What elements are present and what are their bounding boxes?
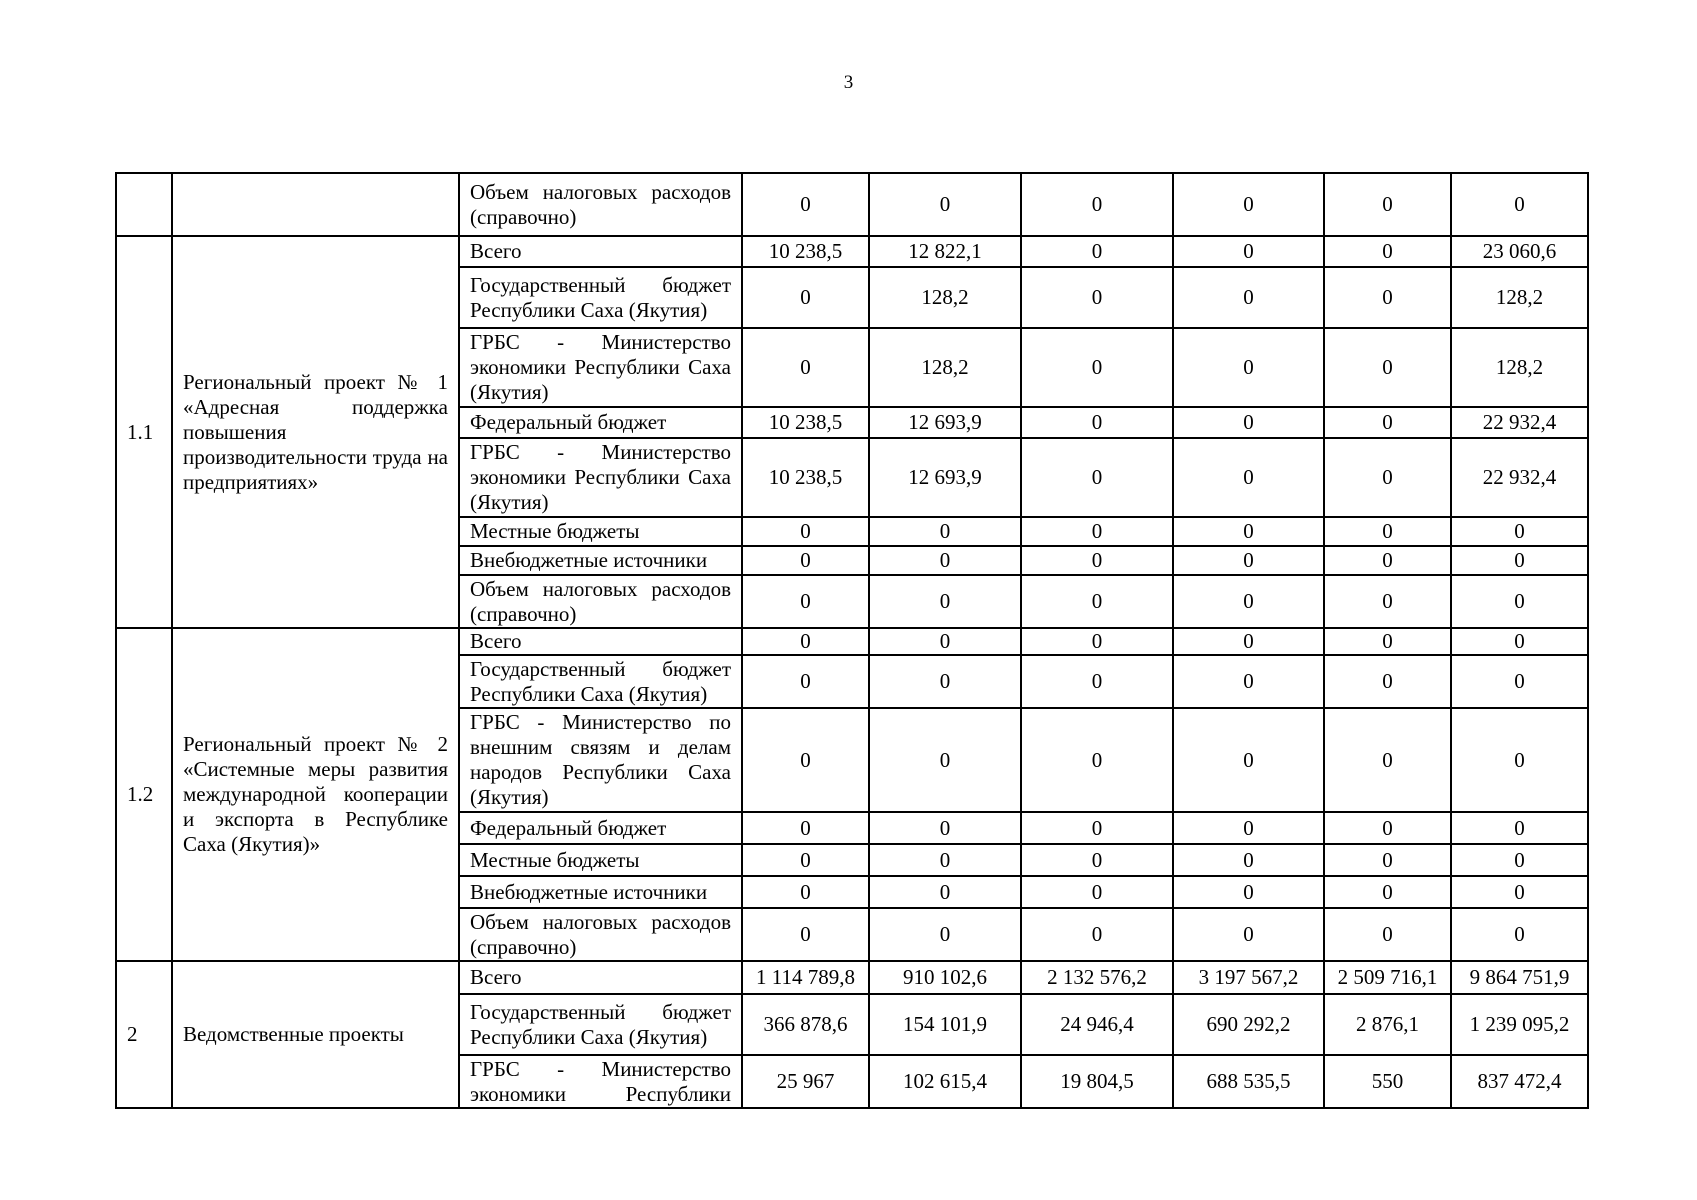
value-cell: 22 932,4 — [1451, 438, 1588, 517]
value-cell: 19 804,5 — [1021, 1055, 1173, 1108]
value-cell: 23 060,6 — [1451, 236, 1588, 267]
value-cell: 0 — [1324, 708, 1451, 812]
value-cell: 128,2 — [1451, 267, 1588, 328]
value-cell: 0 — [1173, 407, 1324, 438]
row-index: 1.1 — [116, 236, 172, 628]
value-cell: 0 — [1021, 407, 1173, 438]
value-cell: 0 — [1324, 812, 1451, 844]
value-cell: 10 238,5 — [742, 407, 869, 438]
row-index — [116, 173, 172, 236]
value-cell: 0 — [869, 628, 1021, 655]
row-index: 1.2 — [116, 628, 172, 961]
value-cell: 0 — [1021, 908, 1173, 961]
funding-source: Государственный бюджет Республики Саха (Якутия) — [459, 994, 742, 1055]
value-cell: 366 878,6 — [742, 994, 869, 1055]
value-cell: 0 — [742, 908, 869, 961]
page-number: 3 — [843, 72, 854, 93]
value-cell: 0 — [1021, 844, 1173, 876]
table-row — [116, 961, 1588, 994]
value-cell: 0 — [1324, 173, 1451, 236]
value-cell: 0 — [1324, 628, 1451, 655]
funding-source: ГРБС - Министерство по внешним связям и делам народов Республики Саха (Якутия) — [459, 708, 742, 812]
value-cell: 128,2 — [869, 328, 1021, 407]
value-cell: 0 — [1173, 655, 1324, 708]
value-cell: 0 — [869, 812, 1021, 844]
value-cell: 0 — [1324, 236, 1451, 267]
value-cell: 690 292,2 — [1173, 994, 1324, 1055]
value-cell: 0 — [1451, 575, 1588, 628]
value-cell: 0 — [1021, 708, 1173, 812]
value-cell: 10 238,5 — [742, 438, 869, 517]
value-cell: 0 — [1324, 517, 1451, 546]
project-name: Региональный проект № 2 «Системные меры развития международной кооперации и экспорта в Республике Саха (Якутия)» — [172, 628, 459, 961]
value-cell: 0 — [1451, 655, 1588, 708]
value-cell: 0 — [1021, 236, 1173, 267]
value-cell: 3 197 567,2 — [1173, 961, 1324, 994]
value-cell: 550 — [1324, 1055, 1451, 1108]
value-cell: 128,2 — [869, 267, 1021, 328]
value-cell: 0 — [1324, 267, 1451, 328]
funding-source: Внебюджетные источники — [459, 876, 742, 908]
value-cell: 2 876,1 — [1324, 994, 1451, 1055]
value-cell: 0 — [1324, 844, 1451, 876]
value-cell: 0 — [1173, 236, 1324, 267]
row-index: 2 — [116, 961, 172, 1108]
value-cell: 0 — [1451, 546, 1588, 575]
value-cell: 0 — [869, 655, 1021, 708]
value-cell: 0 — [742, 546, 869, 575]
value-cell: 0 — [869, 546, 1021, 575]
value-cell: 0 — [742, 628, 869, 655]
value-cell: 0 — [742, 708, 869, 812]
value-cell: 9 864 751,9 — [1451, 961, 1588, 994]
value-cell: 0 — [1173, 876, 1324, 908]
value-cell: 2 132 576,2 — [1021, 961, 1173, 994]
value-cell: 2 509 716,1 — [1324, 961, 1451, 994]
value-cell: 0 — [742, 844, 869, 876]
value-cell: 0 — [1324, 438, 1451, 517]
value-cell: 0 — [869, 708, 1021, 812]
value-cell: 0 — [1173, 546, 1324, 575]
value-cell: 0 — [1324, 876, 1451, 908]
value-cell: 0 — [1021, 173, 1173, 236]
value-cell: 0 — [1021, 575, 1173, 628]
project-name: Ведомственные проекты — [172, 961, 459, 1108]
value-cell: 0 — [1451, 173, 1588, 236]
value-cell: 0 — [742, 655, 869, 708]
value-cell: 24 946,4 — [1021, 994, 1173, 1055]
value-cell: 0 — [742, 517, 869, 546]
funding-source: Объем налоговых расходов (справочно) — [459, 575, 742, 628]
value-cell: 0 — [742, 876, 869, 908]
value-cell: 0 — [869, 517, 1021, 546]
value-cell: 0 — [1451, 628, 1588, 655]
value-cell: 128,2 — [1451, 328, 1588, 407]
funding-source: Федеральный бюджет — [459, 407, 742, 438]
funding-source: Объем налоговых расходов (справочно) — [459, 173, 742, 236]
value-cell: 0 — [1451, 876, 1588, 908]
value-cell: 10 238,5 — [742, 236, 869, 267]
funding-source: Всего — [459, 628, 742, 655]
funding-source: Всего — [459, 961, 742, 994]
table-row — [116, 173, 1588, 236]
value-cell: 0 — [1173, 517, 1324, 546]
value-cell: 0 — [742, 173, 869, 236]
value-cell: 0 — [1173, 908, 1324, 961]
value-cell: 0 — [869, 908, 1021, 961]
funding-source: Местные бюджеты — [459, 517, 742, 546]
budget-table — [115, 172, 1589, 1109]
value-cell: 910 102,6 — [869, 961, 1021, 994]
value-cell: 0 — [742, 575, 869, 628]
value-cell: 1 114 789,8 — [742, 961, 869, 994]
funding-source: ГРБС - Министерство экономики Республики Саха (Якутия) — [459, 438, 742, 517]
funding-source: Государственный бюджет Республики Саха (Якутия) — [459, 655, 742, 708]
value-cell: 0 — [869, 876, 1021, 908]
value-cell: 0 — [1021, 628, 1173, 655]
value-cell: 25 967 — [742, 1055, 869, 1108]
value-cell: 0 — [1173, 708, 1324, 812]
value-cell: 0 — [869, 173, 1021, 236]
value-cell: 1 239 095,2 — [1451, 994, 1588, 1055]
funding-source: Объем налоговых расходов (справочно) — [459, 908, 742, 961]
funding-source: Внебюджетные источники — [459, 546, 742, 575]
project-name — [172, 173, 459, 236]
value-cell: 12 822,1 — [869, 236, 1021, 267]
project-name: Региональный проект № 1 «Адресная поддержка повышения производительности труда на предприятиях» — [172, 236, 459, 628]
value-cell: 12 693,9 — [869, 438, 1021, 517]
value-cell: 0 — [1451, 844, 1588, 876]
value-cell: 0 — [1173, 812, 1324, 844]
value-cell: 22 932,4 — [1451, 407, 1588, 438]
value-cell: 0 — [1021, 655, 1173, 708]
value-cell: 0 — [1021, 517, 1173, 546]
value-cell: 0 — [1451, 812, 1588, 844]
value-cell: 0 — [1173, 575, 1324, 628]
value-cell: 0 — [1021, 438, 1173, 517]
value-cell: 12 693,9 — [869, 407, 1021, 438]
value-cell: 154 101,9 — [869, 994, 1021, 1055]
value-cell: 0 — [742, 328, 869, 407]
value-cell: 0 — [869, 575, 1021, 628]
value-cell: 0 — [1451, 908, 1588, 961]
value-cell: 0 — [1173, 328, 1324, 407]
value-cell: 0 — [1324, 546, 1451, 575]
value-cell: 0 — [1324, 575, 1451, 628]
table-row — [116, 628, 1588, 655]
value-cell: 0 — [1173, 267, 1324, 328]
value-cell: 0 — [1173, 628, 1324, 655]
funding-source: ГРБС - Министерство экономики Республики Саха (Якутия) — [459, 328, 742, 407]
value-cell: 0 — [1324, 328, 1451, 407]
value-cell: 0 — [742, 812, 869, 844]
value-cell: 0 — [1173, 173, 1324, 236]
funding-source: Федеральный бюджет — [459, 812, 742, 844]
value-cell: 0 — [1021, 328, 1173, 407]
value-cell: 0 — [1324, 407, 1451, 438]
funding-source: Государственный бюджет Республики Саха (Якутия) — [459, 267, 742, 328]
value-cell: 0 — [1173, 438, 1324, 517]
value-cell: 0 — [1021, 546, 1173, 575]
value-cell: 0 — [1021, 267, 1173, 328]
value-cell: 0 — [1173, 844, 1324, 876]
value-cell: 102 615,4 — [869, 1055, 1021, 1108]
value-cell: 837 472,4 — [1451, 1055, 1588, 1108]
funding-source: Местные бюджеты — [459, 844, 742, 876]
funding-source: Всего — [459, 236, 742, 267]
value-cell: 688 535,5 — [1173, 1055, 1324, 1108]
value-cell: 0 — [1324, 655, 1451, 708]
value-cell: 0 — [869, 844, 1021, 876]
value-cell: 0 — [1451, 708, 1588, 812]
value-cell: 0 — [1451, 517, 1588, 546]
table-row — [116, 236, 1588, 267]
funding-source: ГРБС - Министерство экономики Республики — [459, 1055, 742, 1108]
value-cell: 0 — [1021, 876, 1173, 908]
value-cell: 0 — [1021, 812, 1173, 844]
value-cell: 0 — [742, 267, 869, 328]
value-cell: 0 — [1324, 908, 1451, 961]
